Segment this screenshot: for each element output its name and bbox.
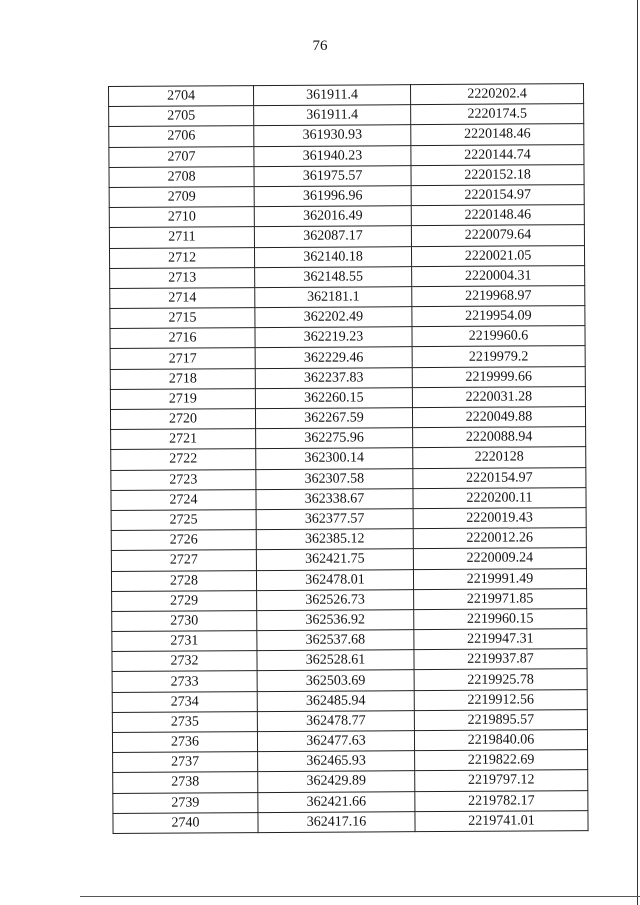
table-row [111, 548, 586, 571]
x-coordinate-cell: 362229.46 [255, 347, 412, 368]
table-row [112, 608, 587, 631]
point-number-cell: 2706 [109, 126, 254, 147]
y-coordinate-cell: 2219999.66 [412, 366, 585, 387]
x-coordinate-cell: 362503.69 [257, 670, 414, 691]
point-number-cell: 2739 [113, 792, 258, 813]
y-coordinate-cell: 2220079.64 [411, 225, 584, 246]
y-coordinate-cell: 2220148.46 [411, 205, 584, 226]
y-coordinate-cell: 2220021.05 [411, 245, 584, 266]
y-coordinate-cell: 2219895.57 [414, 709, 587, 730]
y-coordinate-cell: 2219782.17 [415, 790, 588, 811]
x-coordinate-cell: 362087.17 [254, 226, 411, 247]
table-row [112, 669, 587, 692]
table-row [111, 447, 586, 470]
y-coordinate-cell: 2219741.01 [415, 810, 588, 831]
y-coordinate-cell: 2220152.18 [411, 164, 584, 185]
x-coordinate-cell: 362300.14 [256, 448, 413, 469]
x-coordinate-cell: 362202.49 [255, 307, 412, 328]
page-edge-right [637, 0, 638, 905]
x-coordinate-cell: 362140.18 [254, 246, 411, 267]
y-coordinate-cell: 2219991.49 [413, 568, 586, 589]
table-row [109, 225, 584, 248]
table-row [109, 245, 584, 268]
point-number-cell: 2714 [110, 287, 255, 308]
x-coordinate-cell: 362465.93 [258, 751, 415, 772]
x-coordinate-cell: 361930.93 [254, 125, 411, 146]
y-coordinate-cell: 2220012.26 [413, 528, 586, 549]
x-coordinate-cell: 362537.68 [257, 630, 414, 651]
x-coordinate-cell: 362417.16 [258, 811, 415, 832]
point-number-cell: 2735 [112, 711, 257, 732]
x-coordinate-cell: 361911.4 [254, 85, 411, 106]
x-coordinate-cell: 362237.83 [255, 367, 412, 388]
y-coordinate-cell: 2220009.24 [413, 548, 586, 569]
point-number-cell: 2737 [113, 752, 258, 773]
point-number-cell: 2728 [111, 570, 256, 591]
x-coordinate-cell: 362267.59 [255, 408, 412, 429]
point-number-cell: 2726 [111, 530, 256, 551]
table-row [109, 144, 584, 167]
x-coordinate-cell: 362421.66 [258, 791, 415, 812]
point-number-cell: 2712 [109, 247, 254, 268]
table-row [110, 407, 585, 430]
x-coordinate-cell: 362016.49 [254, 206, 411, 227]
table-row [113, 770, 588, 793]
x-coordinate-cell: 362421.75 [256, 549, 413, 570]
y-coordinate-cell: 2220148.46 [411, 124, 584, 145]
x-coordinate-cell: 362477.63 [257, 731, 414, 752]
point-number-cell: 2725 [111, 510, 256, 531]
point-number-cell: 2732 [112, 651, 257, 672]
table-row [113, 810, 588, 833]
table-row [111, 568, 586, 591]
y-coordinate-cell: 2220031.28 [412, 386, 585, 407]
x-coordinate-cell: 362478.01 [256, 569, 413, 590]
table-row [109, 185, 584, 208]
table-row [111, 467, 586, 490]
x-coordinate-cell: 362338.67 [256, 488, 413, 509]
point-number-cell: 2721 [111, 429, 256, 450]
y-coordinate-cell: 2219968.97 [412, 285, 585, 306]
y-coordinate-cell: 2220144.74 [411, 144, 584, 165]
y-coordinate-cell: 2219947.31 [414, 629, 587, 650]
point-number-cell: 2711 [109, 227, 254, 248]
table-row [110, 306, 585, 329]
table-row [109, 104, 584, 127]
x-coordinate-cell: 362377.57 [256, 509, 413, 530]
y-coordinate-cell: 2219979.2 [412, 346, 585, 367]
table-row [112, 588, 587, 611]
y-coordinate-cell: 2220200.11 [413, 487, 586, 508]
x-coordinate-cell: 361911.4 [254, 105, 411, 126]
y-coordinate-cell: 2220154.97 [413, 467, 586, 488]
point-number-cell: 2731 [112, 631, 257, 652]
y-coordinate-cell: 2219925.78 [414, 669, 587, 690]
table-row [113, 750, 588, 773]
point-number-cell: 2719 [110, 388, 255, 409]
point-number-cell: 2733 [112, 671, 257, 692]
x-coordinate-cell: 362275.96 [256, 428, 413, 449]
table-row [111, 427, 586, 450]
point-number-cell: 2740 [113, 812, 258, 833]
y-coordinate-cell: 2220004.31 [412, 265, 585, 286]
point-number-cell: 2708 [109, 166, 254, 187]
y-coordinate-cell: 2220088.94 [413, 427, 586, 448]
point-number-cell: 2722 [111, 449, 256, 470]
table-row [110, 326, 585, 349]
point-number-cell: 2710 [109, 207, 254, 228]
x-coordinate-cell: 362385.12 [256, 529, 413, 550]
x-coordinate-cell: 362219.23 [255, 327, 412, 348]
x-coordinate-cell: 362148.55 [255, 266, 412, 287]
table-row [112, 649, 587, 672]
point-number-cell: 2738 [113, 772, 258, 793]
page-number: 76 [312, 38, 328, 54]
y-coordinate-cell: 2219912.56 [414, 689, 587, 710]
x-coordinate-cell: 362485.94 [257, 690, 414, 711]
point-number-cell: 2709 [109, 187, 254, 208]
table-row [110, 366, 585, 389]
x-coordinate-cell: 362181.1 [255, 287, 412, 308]
table-row [110, 346, 585, 369]
table-row [111, 487, 586, 510]
x-coordinate-cell: 362526.73 [257, 589, 414, 610]
page-edge-bottom [80, 896, 640, 897]
point-number-cell: 2704 [109, 86, 254, 107]
x-coordinate-cell: 362429.89 [258, 771, 415, 792]
y-coordinate-cell: 2219797.12 [415, 770, 588, 791]
point-number-cell: 2723 [111, 469, 256, 490]
y-coordinate-cell: 2219937.87 [414, 649, 587, 670]
y-coordinate-cell: 2219822.69 [415, 750, 588, 771]
coordinates-table-body [109, 84, 589, 834]
point-number-cell: 2727 [111, 550, 256, 571]
table-row [109, 84, 584, 107]
point-number-cell: 2729 [112, 590, 257, 611]
y-coordinate-cell: 2219960.15 [414, 608, 587, 629]
point-number-cell: 2707 [109, 146, 254, 167]
y-coordinate-cell: 2219971.85 [414, 588, 587, 609]
y-coordinate-cell: 2220174.5 [411, 104, 584, 125]
table-row [110, 265, 585, 288]
table-row [111, 528, 586, 551]
x-coordinate-cell: 361940.23 [254, 145, 411, 166]
x-coordinate-cell: 362260.15 [255, 387, 412, 408]
y-coordinate-cell: 2219840.06 [414, 730, 587, 751]
table-row [110, 285, 585, 308]
table-row [109, 124, 584, 147]
point-number-cell: 2715 [110, 308, 255, 329]
point-number-cell: 2705 [109, 106, 254, 127]
point-number-cell: 2724 [111, 489, 256, 510]
table-row [109, 205, 584, 228]
x-coordinate-cell: 361975.57 [254, 165, 411, 186]
y-coordinate-cell: 2220049.88 [412, 407, 585, 428]
point-number-cell: 2718 [110, 368, 255, 389]
x-coordinate-cell: 362536.92 [257, 610, 414, 631]
point-number-cell: 2720 [110, 409, 255, 430]
table-row [110, 386, 585, 409]
y-coordinate-cell: 2219960.6 [412, 326, 585, 347]
table-row [111, 508, 586, 531]
x-coordinate-cell: 362307.58 [256, 468, 413, 489]
x-coordinate-cell: 362528.61 [257, 650, 414, 671]
table-row [112, 629, 587, 652]
point-number-cell: 2734 [112, 691, 257, 712]
table-row [112, 730, 587, 753]
point-number-cell: 2730 [112, 610, 257, 631]
y-coordinate-cell: 2220128 [413, 447, 586, 468]
point-number-cell: 2716 [110, 328, 255, 349]
point-number-cell: 2717 [110, 348, 255, 369]
y-coordinate-cell: 2220154.97 [411, 185, 584, 206]
table-row [112, 709, 587, 732]
y-coordinate-cell: 2220019.43 [413, 508, 586, 529]
table-row [113, 790, 588, 813]
table-row [112, 689, 587, 712]
y-coordinate-cell: 2220202.4 [410, 84, 583, 105]
coordinates-table [108, 83, 589, 834]
table-row [109, 164, 584, 187]
x-coordinate-cell: 361996.96 [254, 186, 411, 207]
x-coordinate-cell: 362478.77 [257, 710, 414, 731]
point-number-cell: 2713 [110, 267, 255, 288]
y-coordinate-cell: 2219954.09 [412, 306, 585, 327]
point-number-cell: 2736 [112, 732, 257, 753]
